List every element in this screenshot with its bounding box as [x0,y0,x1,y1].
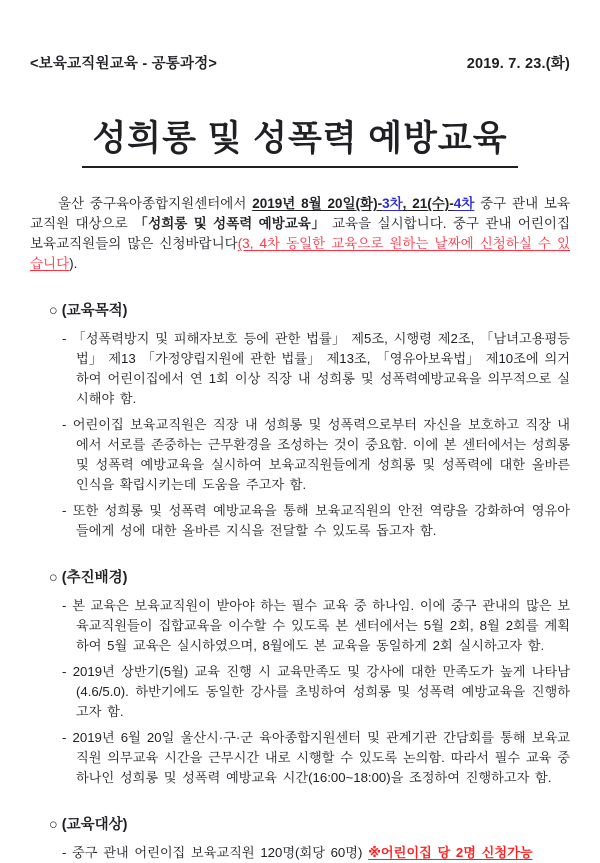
intro-text: 울산 중구육아종합지원센터에서 [58,196,253,211]
intro-text-4: ). [69,256,78,271]
purpose-bullet-1: - 「성폭력방지 및 피해자보호 등에 관한 법률」 제5조, 시행령 제2조, 「남녀고용평등법」 제13 「가정양립지원에 관한 법률」 제13조, 「영유아보육법」 제10조에 의거하여 어린이집에서 연 1회 이상 직장 내 성희롱 및 성폭력예방교육을 의무적으로 실시해야 함. [62,331,570,406]
target-red-notice: ※어린이집 당 2명 신청가능 [368,845,533,860]
target-bullet [30,843,570,863]
doc-category-label: <보육교직원교육 - 공통과정> [30,56,218,72]
background-bullet-3: - 2019년 6월 20일 울산시·구·군 육아종합지원센터 및 관계기관 간담회를 통해 보육교직원 의무교육 시간을 근무시간 내로 시행할 수 있도록 논의함. 따라서 필수 교육 중 하나인 성희롱 및 성폭력 예방교육 시간(16:00~18:00)을 조정하여 진행하고자 함. [62,730,570,785]
section-purpose-heading: ○ (교육목적) [49,303,128,319]
purpose-bullet-3: - 또한 성희롱 및 성폭력 예방교육을 통해 보육교직원의 안전 역량을 강화하여 영유아들에게 성에 대한 올바른 지식을 전달할 수 있도록 돕고자 함. [62,503,570,538]
background-bullet-2: - 2019년 상반기(5월) 교육 진행 시 교육만족도 및 강사에 대한 만족도가 높게 나타남 (4.6/5.0). 하반기에도 동일한 강사를 초빙하여 성희롱 및 성폭력 예방교육을 진행하고자 함. [62,664,570,719]
section-target-heading: ○ (교육대상) [49,817,128,833]
doc-date-label: 2019. 7. 23.(화) [466,56,570,72]
intro-session4-highlight: 4차 [453,196,475,211]
intro-text-3: 교육을 실시합니다. 중구 관내 어린이집 보육교직원들의 많은 신청바랍니다 [30,216,570,251]
intro-paragraph [30,194,570,274]
page-title: 성희롱 및 성폭력 예방교육 [82,111,517,168]
intro-text-2: 중구 관내 보육교직원 대상으로 [30,196,571,231]
target-text: - 중구 관내 어린이집 보육교직원 120명(회당 60명) [62,845,369,860]
intro-red-notice: (3, 4차 동일한 교육으로 원하는 날짜에 신청하실 수 있습니다 [30,236,571,271]
section-background-heading: ○ (추진배경) [49,570,128,586]
document-header [30,52,570,73]
section-purpose [30,299,570,541]
intro-schedule-dates: 2019년 8월 20일(화)- [252,196,383,211]
intro-schedule-dates-2: , 21(수)- [402,196,454,211]
section-target [30,813,570,863]
background-bullet-1: - 본 교육은 보육교직원이 받아야 하는 필수 교육 중 하나임. 이에 중구 관내의 많은 보육교직원들이 집합교육을 이수할 수 있도록 본 센터에서는 5월 2회, 8월 2회를 계획하여 5월 교육은 실시하였으며, 8월에도 본 교육을 동일하게 2회 실시하고자 함. [62,598,570,653]
purpose-bullet-2: - 어린이집 보육교직원은 직장 내 성희롱 및 성폭력으로부터 자신을 보호하고 직장 내에서 서로를 존중하는 근무환경을 조성하는 것이 중요함. 이에 본 센터에서는 성희롱 및 성폭력 예방교육을 실시하여 보육교직원들에게 성희롱 및 성폭력에 대한 올바른 인식을 확립시키는데 도움을 주고자 함. [62,417,570,492]
intro-course-name: 「성희롱 및 성폭력 예방교육」 [134,216,326,231]
title-block [30,111,570,168]
intro-session3-highlight: 3차 [382,196,403,211]
section-background [30,566,570,788]
